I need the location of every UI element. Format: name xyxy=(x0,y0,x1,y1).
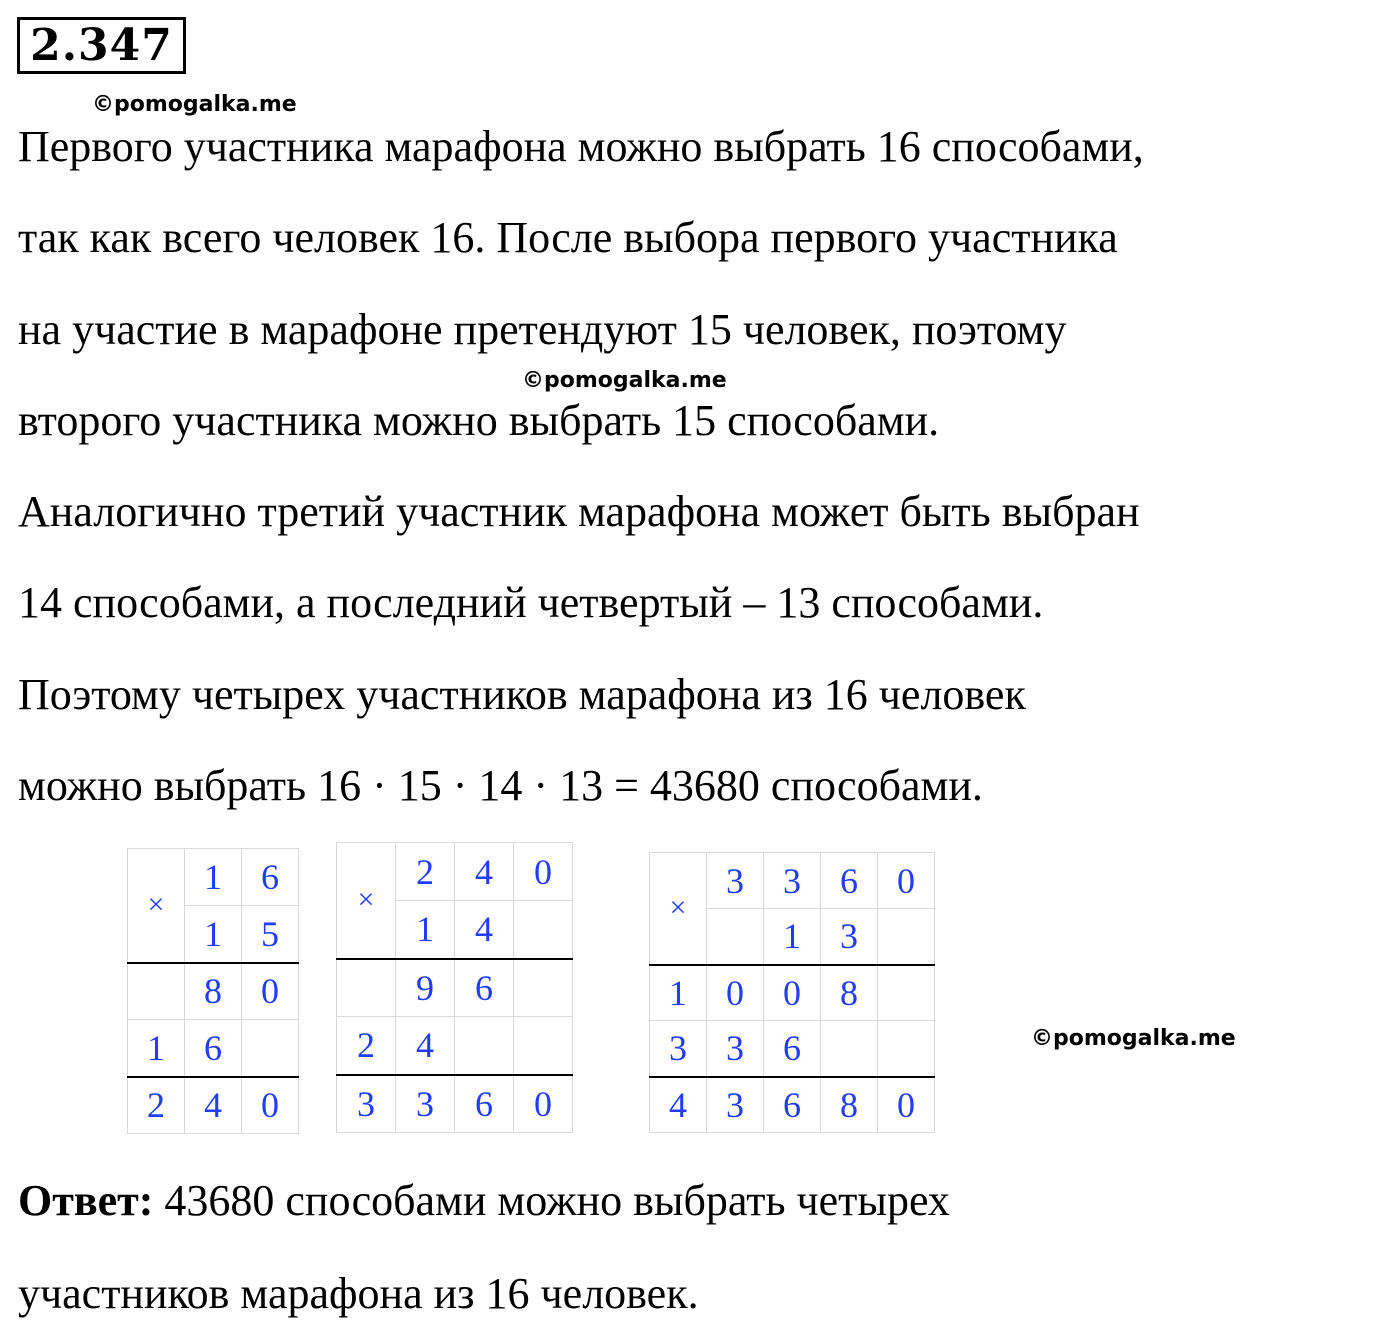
digit-cell: 3 xyxy=(396,1075,455,1133)
digit-cell: 6 xyxy=(821,853,878,909)
digit-cell: 3 xyxy=(650,1021,707,1077)
digit-cell: 3 xyxy=(337,1075,396,1133)
digit-cell xyxy=(707,909,764,965)
digit-cell: 2 xyxy=(128,1077,185,1134)
digit-cell: 9 xyxy=(396,959,455,1017)
problem-number: 2.347 xyxy=(17,17,186,74)
digit-cell xyxy=(878,1021,935,1077)
digit-cell: 3 xyxy=(707,1077,764,1133)
digit-cell: 6 xyxy=(764,1077,821,1133)
digit-cell: 8 xyxy=(821,1077,878,1133)
paragraph-line: можно выбрать 16 · 15 · 14 · 13 = 43680 способами. xyxy=(18,761,983,811)
digit-cell: 8 xyxy=(821,965,878,1021)
digit-cell: 6 xyxy=(455,1075,514,1133)
digit-cell: 0 xyxy=(764,965,821,1021)
digit-cell: 0 xyxy=(878,853,935,909)
digit-cell xyxy=(514,1017,573,1075)
times-sign: × xyxy=(650,853,707,965)
paragraph-line: второго участника можно выбрать 15 способами. xyxy=(18,395,940,445)
digit-cell xyxy=(242,1020,299,1077)
digit-cell: 1 xyxy=(128,1020,185,1077)
digit-cell: 1 xyxy=(185,849,242,906)
answer-line xyxy=(18,1154,1388,1247)
paragraph-line: 14 способами, а последний четвертый – 13 способами. xyxy=(18,578,1044,628)
digit-cell: 3 xyxy=(707,853,764,909)
digit-cell: 0 xyxy=(242,963,299,1020)
solution-paragraph xyxy=(18,101,1388,831)
answer-text: 43680 способами можно выбрать четырех xyxy=(164,1176,950,1225)
digit-cell: 6 xyxy=(455,959,514,1017)
digit-cell: 4 xyxy=(650,1077,707,1133)
times-sign: × xyxy=(128,849,185,963)
multiplication-16x15 xyxy=(127,848,299,1134)
answer-line: участников марафона из 16 человек. xyxy=(18,1269,699,1318)
digit-cell xyxy=(878,909,935,965)
digit-cell: 4 xyxy=(185,1077,242,1134)
digit-cell: 4 xyxy=(455,901,514,959)
digit-cell: 1 xyxy=(650,965,707,1021)
digit-cell: 2 xyxy=(337,1017,396,1075)
paragraph-line: на участие в марафоне претендуют 15 человек, поэтому xyxy=(18,304,1067,354)
digit-cell xyxy=(514,959,573,1017)
watermark: ©pomogalka.me xyxy=(1031,1026,1236,1051)
digit-cell: 1 xyxy=(185,906,242,963)
digit-cell: 3 xyxy=(707,1021,764,1077)
digit-cell: 3 xyxy=(764,853,821,909)
digit-cell: 6 xyxy=(185,1020,242,1077)
multiplication-240x14 xyxy=(336,842,573,1133)
digit-cell xyxy=(337,959,396,1017)
digit-cell: 0 xyxy=(707,965,764,1021)
digit-cell: 2 xyxy=(396,843,455,901)
digit-cell: 3 xyxy=(821,909,878,965)
digit-cell: 0 xyxy=(514,843,573,901)
paragraph-line: Первого участника марафона можно выбрать 16 способами, xyxy=(18,122,1144,171)
digit-cell: 6 xyxy=(764,1021,821,1077)
answer-label: Ответ: xyxy=(18,1176,154,1225)
answer-block xyxy=(18,1154,1388,1340)
watermark: ©pomogalka.me xyxy=(92,92,297,117)
digit-cell: 5 xyxy=(242,906,299,963)
digit-cell: 0 xyxy=(514,1075,573,1133)
digit-cell: 0 xyxy=(878,1077,935,1133)
watermark: ©pomogalka.me xyxy=(522,368,727,393)
paragraph-line: так как всего человек 16. После выбора первого участника xyxy=(18,213,1118,263)
digit-cell: 4 xyxy=(455,843,514,901)
digit-cell xyxy=(455,1017,514,1075)
digit-cell xyxy=(514,901,573,959)
times-sign: × xyxy=(337,843,396,959)
digit-cell xyxy=(878,965,935,1021)
digit-cell xyxy=(128,963,185,1020)
multiplication-3360x13 xyxy=(649,852,935,1133)
digit-cell: 8 xyxy=(185,963,242,1020)
digit-cell: 1 xyxy=(764,909,821,965)
digit-cell: 0 xyxy=(242,1077,299,1134)
digit-cell: 4 xyxy=(396,1017,455,1075)
digit-cell: 6 xyxy=(242,849,299,906)
paragraph-line: Поэтому четырех участников марафона из 16 человек xyxy=(18,669,1026,719)
digit-cell: 1 xyxy=(396,901,455,959)
paragraph-line: Аналогично третий участник марафона может быть выбран xyxy=(18,487,1140,537)
digit-cell xyxy=(821,1021,878,1077)
